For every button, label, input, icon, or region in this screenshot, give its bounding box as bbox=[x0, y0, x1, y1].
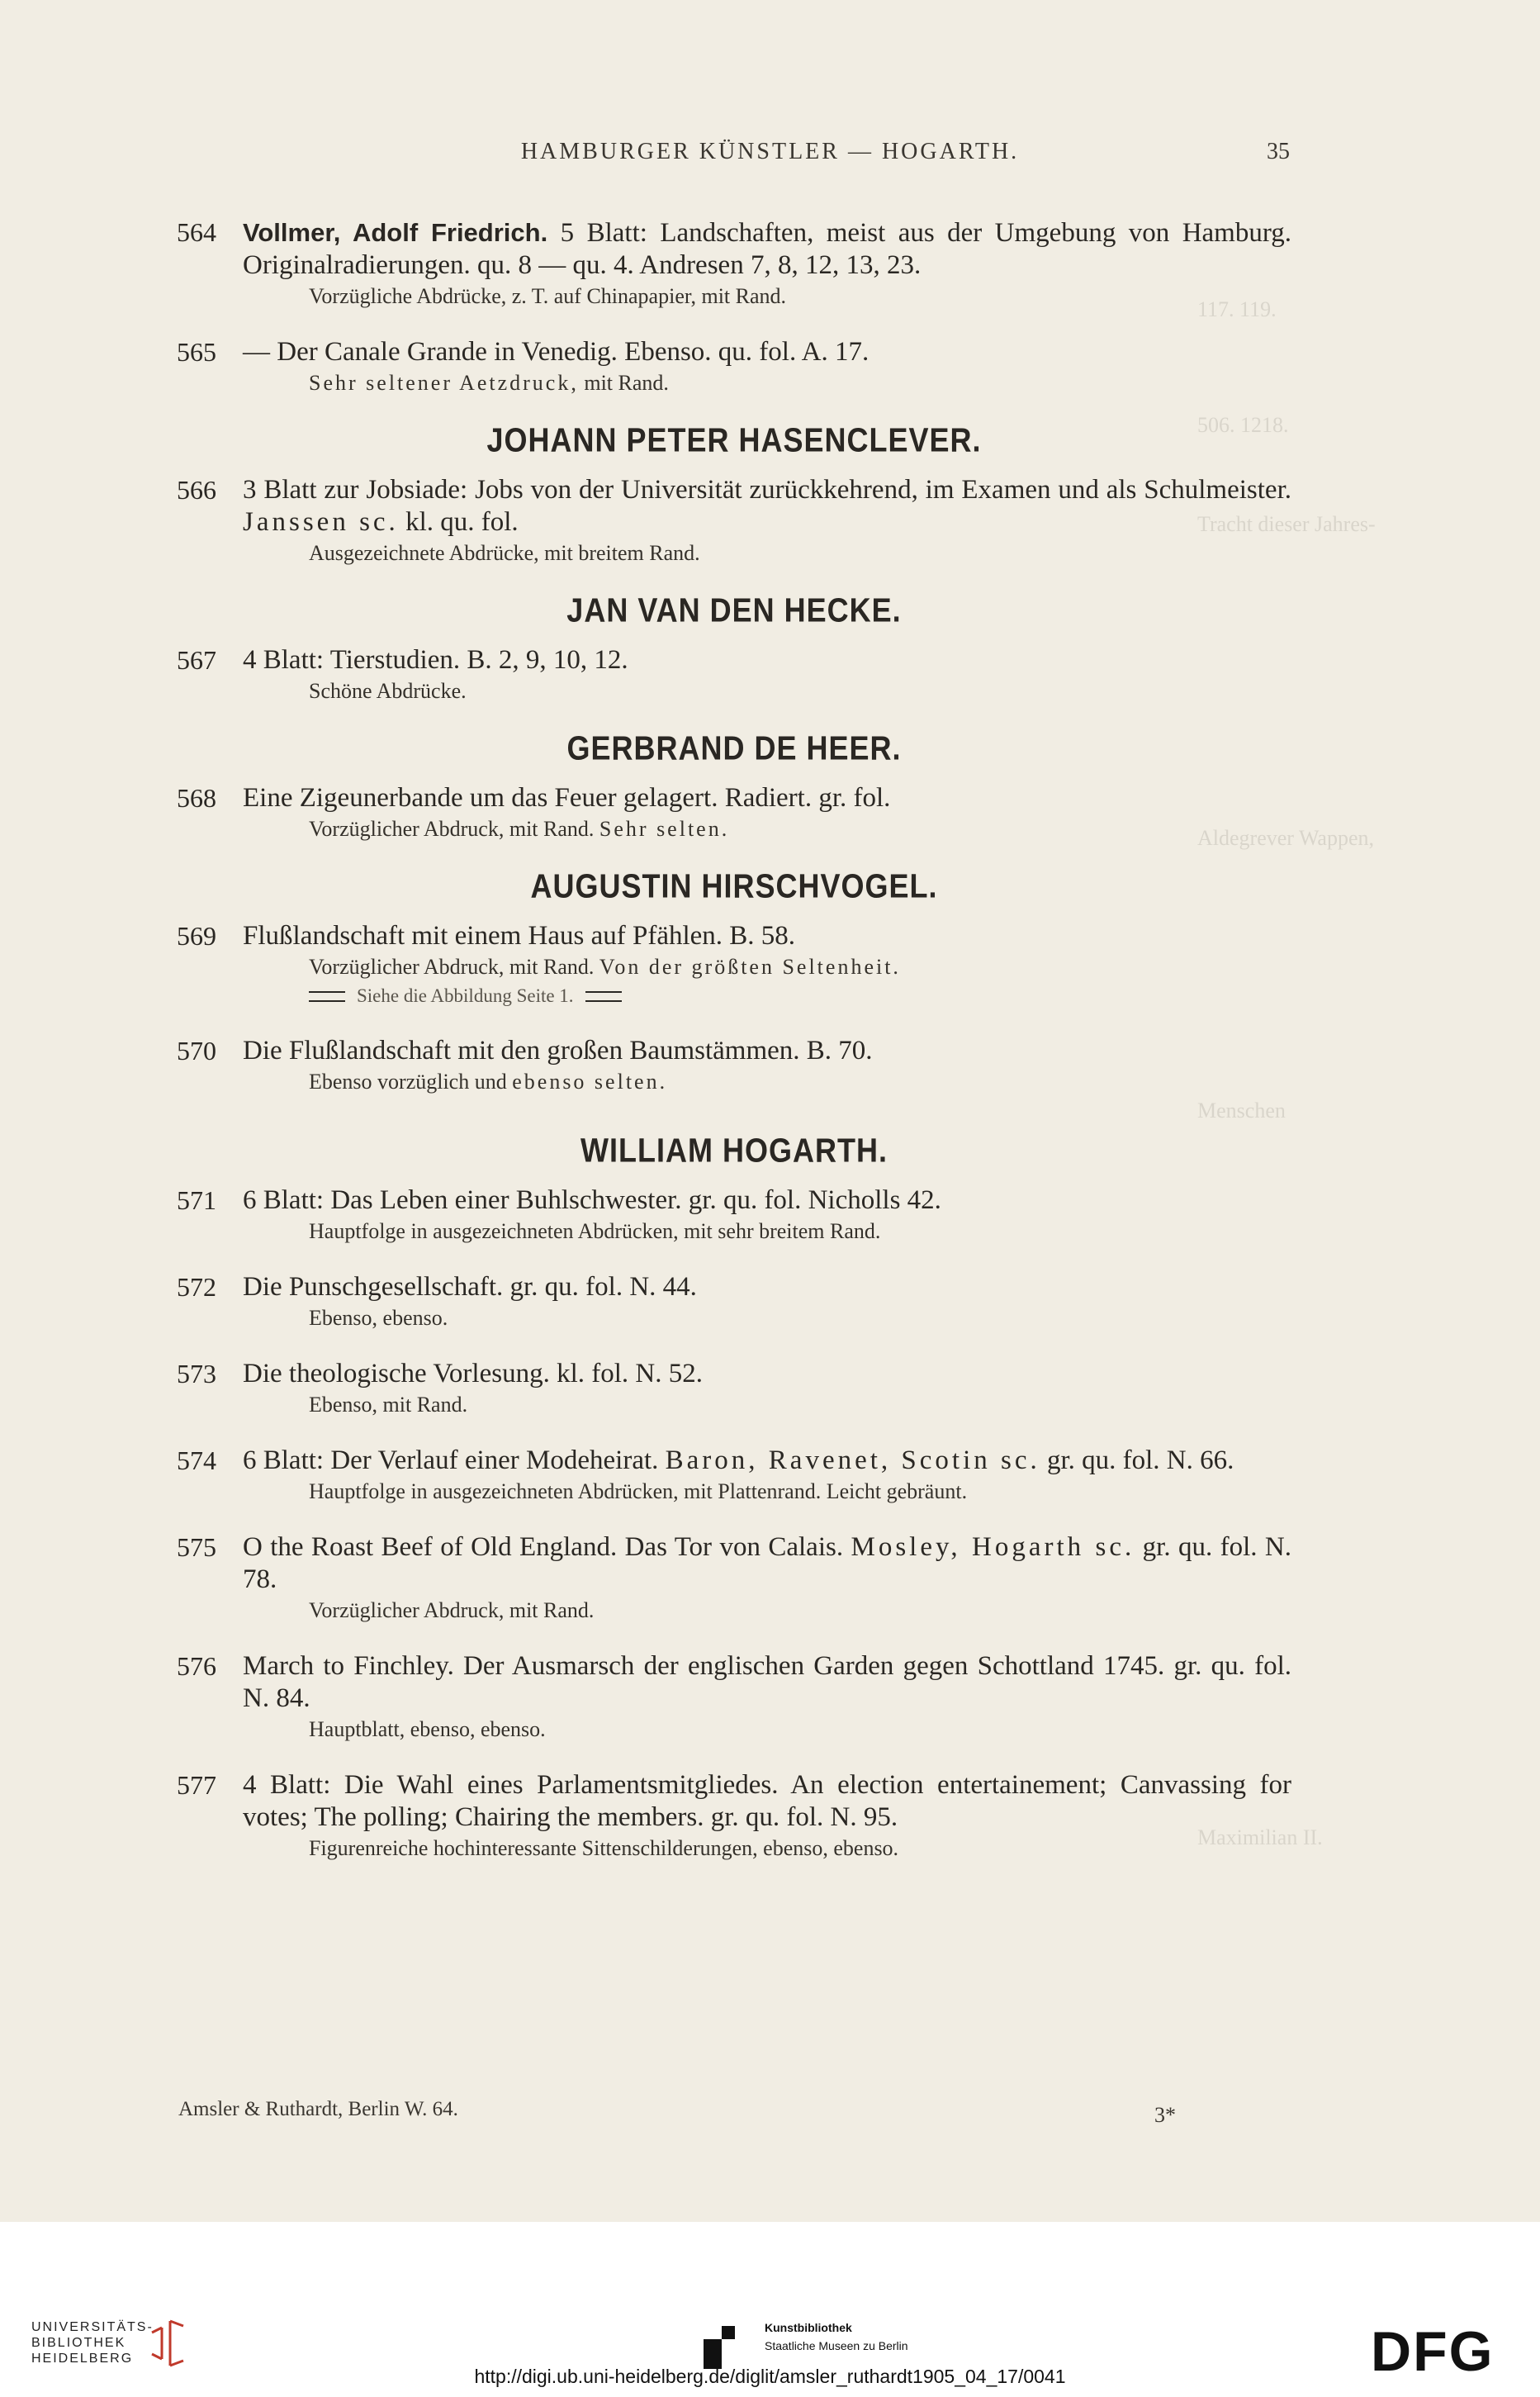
note-rest: mit Rand. bbox=[578, 371, 669, 395]
entry-note: Vorzüglicher Abdruck, mit Rand. bbox=[309, 1598, 595, 1622]
entry-description: 4 Blatt: Tierstudien. B. 2, 9, 10, 12. bbox=[243, 645, 628, 675]
entry-575 bbox=[177, 1531, 1291, 1626]
dfg-logo[interactable]: DFG bbox=[1371, 2320, 1495, 2383]
illustration-reference bbox=[309, 982, 1291, 1010]
illustration-reference-text: Siehe die Abbildung Seite 1. bbox=[357, 985, 574, 1006]
artist-heading-hasenclever: JOHANN PETER HASENCLEVER. bbox=[486, 420, 982, 459]
entry-note bbox=[309, 368, 1291, 398]
artist-heading-heer: GERBRAND DE HEER. bbox=[566, 729, 902, 767]
university-library-logo[interactable] bbox=[31, 2319, 154, 2366]
entry-description: 5 Blatt: Landschaften, meist aus der Umgebung von Hamburg. Originalradierungen. qu. 8 — qu. 4. Andresen 7, 8, 12, 13, 23. bbox=[243, 218, 1291, 280]
entry-number: 571 bbox=[177, 1185, 216, 1215]
double-rule-icon bbox=[585, 991, 622, 1002]
entry-description: Die Flußlandschaft mit den großen Baumstämmen. B. 70. bbox=[243, 1036, 873, 1066]
kunstbibliothek-subtitle: Staatliche Museen zu Berlin bbox=[765, 2339, 908, 2352]
entry-note: Hauptfolge in ausgezeichneten Abdrücken, mit Plattenrand. Leicht gebräunt. bbox=[309, 1479, 968, 1503]
entry-note bbox=[309, 814, 1291, 844]
entry-number: 574 bbox=[177, 1445, 216, 1475]
heidelberg-emblem-icon bbox=[145, 2318, 187, 2369]
entry-text bbox=[243, 1531, 1291, 1596]
entry-570 bbox=[177, 1035, 1291, 1097]
entry-description: 6 Blatt: Der Verlauf einer Modeheirat. bbox=[243, 1445, 666, 1475]
entry-569 bbox=[177, 920, 1291, 1010]
engraver-credit: Baron, Ravenet, Scotin sc. bbox=[665, 1445, 1040, 1475]
double-rule-icon bbox=[309, 991, 345, 1002]
kunstbibliothek-mark-icon bbox=[704, 2326, 737, 2369]
entry-description: 6 Blatt: Das Leben einer Buhlschwester. gr. qu. fol. Nicholls 42. bbox=[243, 1185, 941, 1215]
signature-mark: 3* bbox=[1154, 2103, 1176, 2127]
engraver-credit: Mosley, Hogarth sc. bbox=[851, 1532, 1135, 1562]
entry-572 bbox=[177, 1271, 1291, 1333]
entry-number: 564 bbox=[177, 217, 216, 247]
entry-note bbox=[309, 1067, 1291, 1097]
entry-number: 565 bbox=[177, 337, 216, 367]
uni-line-2: BIBLIOTHEK bbox=[31, 2336, 126, 2350]
entry-571 bbox=[177, 1184, 1291, 1246]
entry-note: Ebenso, ebenso. bbox=[309, 1306, 448, 1330]
entry-description: 3 Blatt zur Jobsiade: Jobs von der Universität zurückkehrend, im Examen und als Schulmeister. bbox=[243, 475, 1291, 505]
artist-heading-hogarth: WILLIAM HOGARTH. bbox=[580, 1131, 888, 1170]
entry-format: kl. qu. fol. bbox=[398, 507, 519, 537]
entry-number: 567 bbox=[177, 645, 216, 675]
entry-565 bbox=[177, 336, 1291, 398]
entry-description: O the Roast Beef of Old England. Das Tor von Calais. bbox=[243, 1532, 851, 1562]
entry-description: Die theologische Vorlesung. kl. fol. N. 52. bbox=[243, 1359, 703, 1388]
entry-577 bbox=[177, 1769, 1291, 1863]
running-head bbox=[0, 139, 1540, 172]
entry-format: gr. qu. fol. N. 66. bbox=[1040, 1445, 1234, 1475]
publisher-imprint: Amsler & Ruthardt, Berlin W. 64. bbox=[178, 2098, 458, 2120]
entry-format: gr. qu. fol. N. 78. bbox=[243, 1532, 1292, 1594]
page-number: 35 bbox=[1267, 139, 1290, 164]
entry-574 bbox=[177, 1445, 1291, 1507]
entry-description: Die Punschgesellschaft. gr. qu. fol. N. 44. bbox=[243, 1272, 697, 1302]
entry-description: Eine Zigeunerbande um das Feuer gelagert. Radiert. gr. fol. bbox=[243, 783, 891, 813]
artist-heading-hecke: JAN VAN DEN HECKE. bbox=[566, 591, 902, 629]
entry-note: Ebenso, mit Rand. bbox=[309, 1393, 468, 1417]
note-rest: Ebenso vorzüglich und bbox=[309, 1070, 513, 1094]
note-emphasis: Sehr selten. bbox=[599, 817, 730, 841]
entry-number: 566 bbox=[177, 475, 216, 505]
running-head-title: HAMBURGER KÜNSTLER — HOGARTH. bbox=[520, 139, 1020, 164]
entry-description: March to Finchley. Der Ausmarsch der englischen Garden gegen Schottland 1745. gr. qu. fol. N. 84. bbox=[243, 1651, 1291, 1713]
bleed-through-text: 117. 119. 506. 1218. Tracht dieser Jahres- Aldegrever Wappen, Menschen Maximilian II. bbox=[1197, 297, 1376, 1849]
note-emphasis: Von der größten Seltenheit. bbox=[599, 955, 901, 979]
entry-number: 570 bbox=[177, 1036, 216, 1066]
entry-568 bbox=[177, 782, 1291, 844]
permalink-url[interactable]: http://digi.ub.uni-heidelberg.de/diglit/amsler_ruthardt1905_04_17/0041 bbox=[474, 2366, 1066, 2387]
entry-text bbox=[243, 216, 1291, 282]
uni-line-1: UNIVERSITÄTS- bbox=[31, 2320, 154, 2334]
kunstbibliothek-title: Kunstbibliothek bbox=[765, 2321, 852, 2334]
artist-heading-hirschvogel: AUGUSTIN HIRSCHVOGEL. bbox=[530, 866, 938, 905]
entry-note: Figurenreiche hochinteressante Sittenschilderungen, ebenso, ebenso. bbox=[309, 1836, 899, 1860]
catalogue-content bbox=[177, 216, 1291, 1888]
entry-note: Schöne Abdrücke. bbox=[309, 679, 467, 703]
entry-number: 572 bbox=[177, 1272, 216, 1302]
engraver-credit: Janssen sc. bbox=[243, 507, 399, 537]
note-rest: Vorzüglicher Abdruck, mit Rand. bbox=[309, 817, 599, 841]
entry-description: 4 Blatt: Die Wahl eines Parlamentsmitgliedes. An election entertainement; Canvassing for votes; The polling; Chairing the members. gr. qu. fol. N. 95. bbox=[243, 1770, 1291, 1832]
entry-text bbox=[243, 474, 1291, 539]
entry-number: 575 bbox=[177, 1532, 216, 1562]
entry-number: 577 bbox=[177, 1770, 216, 1800]
uni-line-3: HEIDELBERG bbox=[31, 2352, 134, 2366]
note-emphasis: ebenso selten. bbox=[512, 1070, 668, 1094]
entry-573 bbox=[177, 1358, 1291, 1420]
artist-name: Vollmer, Adolf Friedrich. bbox=[243, 218, 548, 247]
entry-description: Flußlandschaft mit einem Haus auf Pfählen. B. 58. bbox=[243, 921, 796, 951]
note-emphasis: Sehr seltener Aetzdruck, bbox=[309, 371, 579, 395]
entry-567 bbox=[177, 644, 1291, 706]
entry-number: 568 bbox=[177, 783, 216, 813]
entry-number: 569 bbox=[177, 921, 216, 951]
entry-566 bbox=[177, 474, 1291, 568]
entry-564 bbox=[177, 216, 1291, 311]
entry-note bbox=[309, 952, 1291, 982]
note-rest: Vorzüglicher Abdruck, mit Rand. bbox=[309, 955, 599, 979]
entry-number: 576 bbox=[177, 1651, 216, 1681]
entry-text bbox=[243, 1445, 1291, 1477]
entry-description: — Der Canale Grande in Venedig. Ebenso. qu. fol. A. 17. bbox=[243, 337, 870, 367]
entry-note: Hauptblatt, ebenso, ebenso. bbox=[309, 1717, 546, 1741]
entry-note: Hauptfolge in ausgezeichneten Abdrücken, mit sehr breitem Rand. bbox=[309, 1219, 881, 1243]
entry-576 bbox=[177, 1650, 1291, 1744]
entry-note: Vorzügliche Abdrücke, z. T. auf Chinapapier, mit Rand. bbox=[309, 284, 787, 308]
entry-number: 573 bbox=[177, 1359, 216, 1388]
entry-note: Ausgezeichnete Abdrücke, mit breitem Rand. bbox=[309, 541, 700, 565]
